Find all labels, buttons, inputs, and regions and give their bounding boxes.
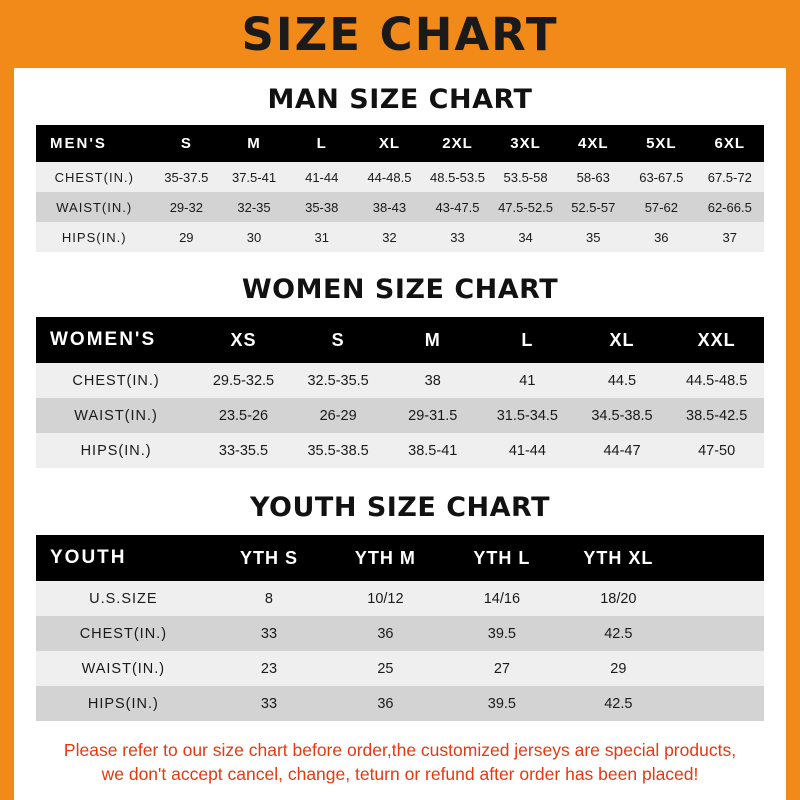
table-cell-spacer xyxy=(677,686,764,721)
footer-note xyxy=(46,739,754,786)
women-header-row xyxy=(36,317,764,363)
youth-header-cell: YTH M xyxy=(327,535,443,581)
men-header-cell: L xyxy=(288,125,356,162)
youth-header-spacer xyxy=(677,535,764,581)
table-cell: 44.5-48.5 xyxy=(669,363,764,398)
table-cell: 38 xyxy=(385,363,480,398)
row-label: WAIST(IN.) xyxy=(36,398,196,433)
table-cell: 62-66.5 xyxy=(696,192,764,222)
youth-header-cell: YOUTH xyxy=(36,535,211,581)
table-cell: 38.5-42.5 xyxy=(669,398,764,433)
table-cell: 23 xyxy=(211,651,327,686)
table-row xyxy=(36,162,764,192)
men-header-cell: MEN'S xyxy=(36,125,152,162)
table-cell: 31.5-34.5 xyxy=(480,398,575,433)
table-cell: 27 xyxy=(444,651,560,686)
table-cell: 41-44 xyxy=(480,433,575,468)
table-cell: 38.5-41 xyxy=(385,433,480,468)
table-cell: 30 xyxy=(220,222,288,252)
table-cell: 35-38 xyxy=(288,192,356,222)
table-cell: 47-50 xyxy=(669,433,764,468)
row-label: CHEST(IN.) xyxy=(36,162,152,192)
table-cell: 29-31.5 xyxy=(385,398,480,433)
women-header-cell: XL xyxy=(575,317,670,363)
men-header-cell: M xyxy=(220,125,288,162)
youth-section-title: YOUTH SIZE CHART xyxy=(249,492,551,523)
footer-note-line-2: we don't accept cancel, change, teturn or refund after order has been placed! xyxy=(101,763,699,784)
row-label: CHEST(IN.) xyxy=(36,616,211,651)
table-cell: 58-63 xyxy=(559,162,627,192)
youth-size-table xyxy=(36,535,764,721)
men-header-row xyxy=(36,125,764,162)
women-header-cell: WOMEN'S xyxy=(36,317,196,363)
content xyxy=(14,84,786,786)
table-cell: 44-47 xyxy=(575,433,670,468)
table-row xyxy=(36,651,764,686)
table-cell: 44-48.5 xyxy=(356,162,424,192)
table-cell: 48.5-53.5 xyxy=(423,162,491,192)
table-cell: 39.5 xyxy=(444,686,560,721)
table-cell: 67.5-72 xyxy=(696,162,764,192)
table-cell: 34.5-38.5 xyxy=(575,398,670,433)
table-cell: 42.5 xyxy=(560,686,676,721)
table-row xyxy=(36,363,764,398)
table-cell: 39.5 xyxy=(444,616,560,651)
youth-header-cell: YTH L xyxy=(444,535,560,581)
table-cell: 18/20 xyxy=(560,581,676,616)
women-header-cell: XXL xyxy=(669,317,764,363)
table-cell: 31 xyxy=(288,222,356,252)
table-cell: 35-37.5 xyxy=(152,162,220,192)
footer-note-line-1: Please refer to our size chart before order,the customized jerseys are special products, xyxy=(63,740,737,760)
table-cell: 44.5 xyxy=(575,363,670,398)
row-label: WAIST(IN.) xyxy=(36,192,152,222)
men-header-cell: 6XL xyxy=(696,125,764,162)
table-row xyxy=(36,192,764,222)
page-title: SIZE CHART xyxy=(241,7,559,61)
table-cell: 47.5-52.5 xyxy=(492,192,560,222)
men-header-cell: 5XL xyxy=(627,125,695,162)
youth-header-cell: YTH S xyxy=(211,535,327,581)
table-cell: 33-35.5 xyxy=(196,433,291,468)
table-cell: 36 xyxy=(327,686,443,721)
table-cell: 8 xyxy=(211,581,327,616)
row-label: CHEST(IN.) xyxy=(36,363,196,398)
table-cell: 29 xyxy=(560,651,676,686)
table-cell: 33 xyxy=(211,686,327,721)
women-header-cell: M xyxy=(385,317,480,363)
table-cell: 43-47.5 xyxy=(423,192,491,222)
women-header-cell: XS xyxy=(196,317,291,363)
table-cell: 37 xyxy=(696,222,764,252)
table-cell: 42.5 xyxy=(560,616,676,651)
table-row xyxy=(36,616,764,651)
table-cell: 32 xyxy=(356,222,424,252)
table-cell: 38-43 xyxy=(356,192,424,222)
table-cell-spacer xyxy=(677,616,764,651)
table-cell: 63-67.5 xyxy=(627,162,695,192)
table-cell: 52.5-57 xyxy=(559,192,627,222)
table-cell: 41 xyxy=(480,363,575,398)
table-cell: 14/16 xyxy=(444,581,560,616)
table-row xyxy=(36,581,764,616)
men-header-cell: S xyxy=(152,125,220,162)
table-cell: 32.5-35.5 xyxy=(291,363,386,398)
table-row xyxy=(36,398,764,433)
table-cell: 29.5-32.5 xyxy=(196,363,291,398)
table-cell: 23.5-26 xyxy=(196,398,291,433)
table-cell: 29-32 xyxy=(152,192,220,222)
row-label: HIPS(IN.) xyxy=(36,222,152,252)
table-cell-spacer xyxy=(677,651,764,686)
row-label: WAIST(IN.) xyxy=(36,651,211,686)
table-cell: 37.5-41 xyxy=(220,162,288,192)
table-cell: 25 xyxy=(327,651,443,686)
table-cell: 33 xyxy=(423,222,491,252)
youth-header-row xyxy=(36,535,764,581)
row-label: HIPS(IN.) xyxy=(36,686,211,721)
table-cell: 36 xyxy=(627,222,695,252)
table-cell-spacer xyxy=(677,581,764,616)
table-row xyxy=(36,433,764,468)
table-cell: 33 xyxy=(211,616,327,651)
table-cell: 41-44 xyxy=(288,162,356,192)
men-header-cell: 4XL xyxy=(559,125,627,162)
table-cell: 57-62 xyxy=(627,192,695,222)
men-size-table xyxy=(36,125,764,252)
table-cell: 34 xyxy=(492,222,560,252)
men-header-cell: 3XL xyxy=(492,125,560,162)
table-cell: 26-29 xyxy=(291,398,386,433)
table-cell: 35 xyxy=(559,222,627,252)
women-header-cell: S xyxy=(291,317,386,363)
men-header-cell: 2XL xyxy=(423,125,491,162)
table-cell: 32-35 xyxy=(220,192,288,222)
table-cell: 53.5-58 xyxy=(492,162,560,192)
table-cell: 10/12 xyxy=(327,581,443,616)
men-header-cell: XL xyxy=(356,125,424,162)
men-section-title: MAN SIZE CHART xyxy=(267,84,533,115)
table-row xyxy=(36,222,764,252)
row-label: U.S.SIZE xyxy=(36,581,211,616)
banner xyxy=(14,0,786,68)
table-cell: 36 xyxy=(327,616,443,651)
table-cell: 35.5-38.5 xyxy=(291,433,386,468)
table-row xyxy=(36,686,764,721)
women-section-title: WOMEN SIZE CHART xyxy=(241,274,559,305)
table-cell: 29 xyxy=(152,222,220,252)
women-header-cell: L xyxy=(480,317,575,363)
youth-header-cell: YTH XL xyxy=(560,535,676,581)
row-label: HIPS(IN.) xyxy=(36,433,196,468)
women-size-table xyxy=(36,317,764,468)
